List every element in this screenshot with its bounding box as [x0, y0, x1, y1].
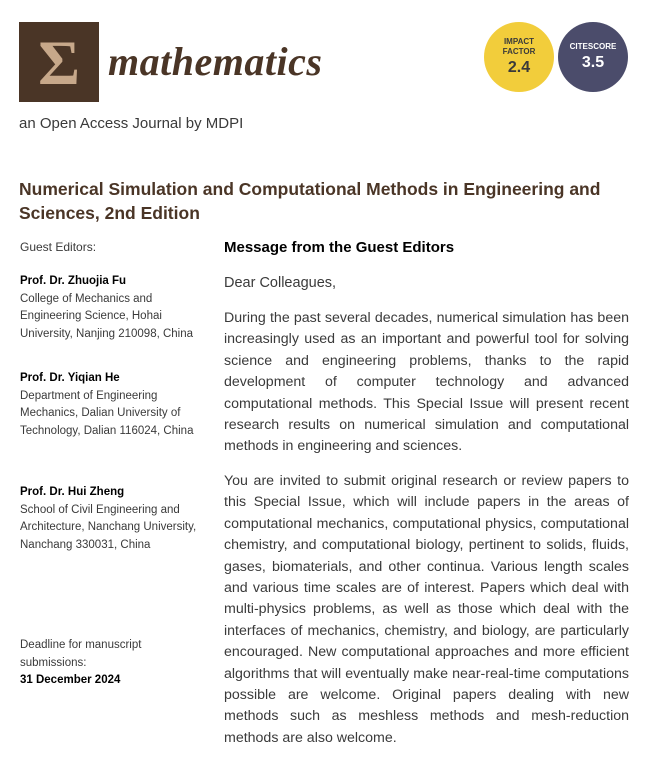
editor-card	[20, 370, 205, 440]
impact-factor-badge	[484, 22, 554, 92]
citescore-value: 3.5	[581, 53, 605, 71]
journal-name[interactable]: mathematics	[108, 39, 323, 84]
deadline-label: Deadline for manuscript submissions:	[20, 639, 142, 669]
message-greeting: Dear Colleagues,	[224, 275, 337, 291]
deadline-date: 31 December 2024	[20, 674, 121, 686]
editor-affiliation: School of Civil Engineering and Architecture, Nanchang University, Nanchang 330031, China	[20, 503, 197, 551]
special-issue-title: Numerical Simulation and Computational Methods in Engineering and Sciences, 2nd Edition	[19, 179, 601, 223]
citescore-label: CITESCORE	[569, 41, 617, 51]
editor-affiliation: Department of Engineering Mechanics, Dalian University of Technology, Dalian 116024, China	[20, 389, 194, 437]
editor-card	[20, 484, 205, 554]
citescore-badge	[558, 22, 628, 92]
editor-affiliation: College of Mechanics and Engineering Science, Hohai University, Nanjing 210098, China	[20, 292, 194, 340]
sigma-icon	[19, 22, 99, 102]
editor-name: Prof. Dr. Hui Zheng	[20, 486, 125, 498]
editor-card	[20, 273, 205, 343]
impact-factor-label-1: IMPACT	[503, 36, 535, 46]
deadline-block	[20, 637, 205, 690]
journal-logo	[19, 22, 99, 102]
impact-factor-label-2: FACTOR	[502, 46, 536, 56]
editor-name: Prof. Dr. Zhuojia Fu	[20, 275, 127, 287]
guest-editors-label: Guest Editors:	[20, 240, 97, 254]
message-heading: Message from the Guest Editors	[224, 239, 455, 256]
message-paragraph: You are invited to submit original research or review papers to this Special Issue, which will include papers in the areas of computational mechanics, computational physics, computational chemistry, and computational biology, pertinent to solids, fluids, gases, biomaterials, and other continua. Various length scales and various time scales are of interest. Papers which deal with multi-physics problems, as well as those which deal with the interfaces of mechanics, chemistry, and biology, are particularly encouraged. New computational approaches and more efficient algorithms that will eventually make near-real-time computations possible are welcome. Original papers dealing with new methods such as meshless methods and mesh-reduction methods are also welcome.	[224, 473, 629, 746]
message-paragraph: During the past several decades, numerical simulation has been increasingly used as an important and powerful tool for solving science and engineering problems, thanks to the rapid development of computer technology and advanced computational methods. This Special Issue will present recent research results on numerical simulation and computational methods in engineering and sciences.	[224, 310, 629, 455]
editor-name: Prof. Dr. Yiqian He	[20, 372, 120, 384]
guest-editors-panel	[20, 240, 205, 686]
impact-factor-value: 2.4	[507, 58, 531, 76]
svg-text:Σ: Σ	[38, 27, 80, 98]
journal-tagline: an Open Access Journal by MDPI	[19, 115, 244, 132]
message-panel	[224, 238, 629, 746]
